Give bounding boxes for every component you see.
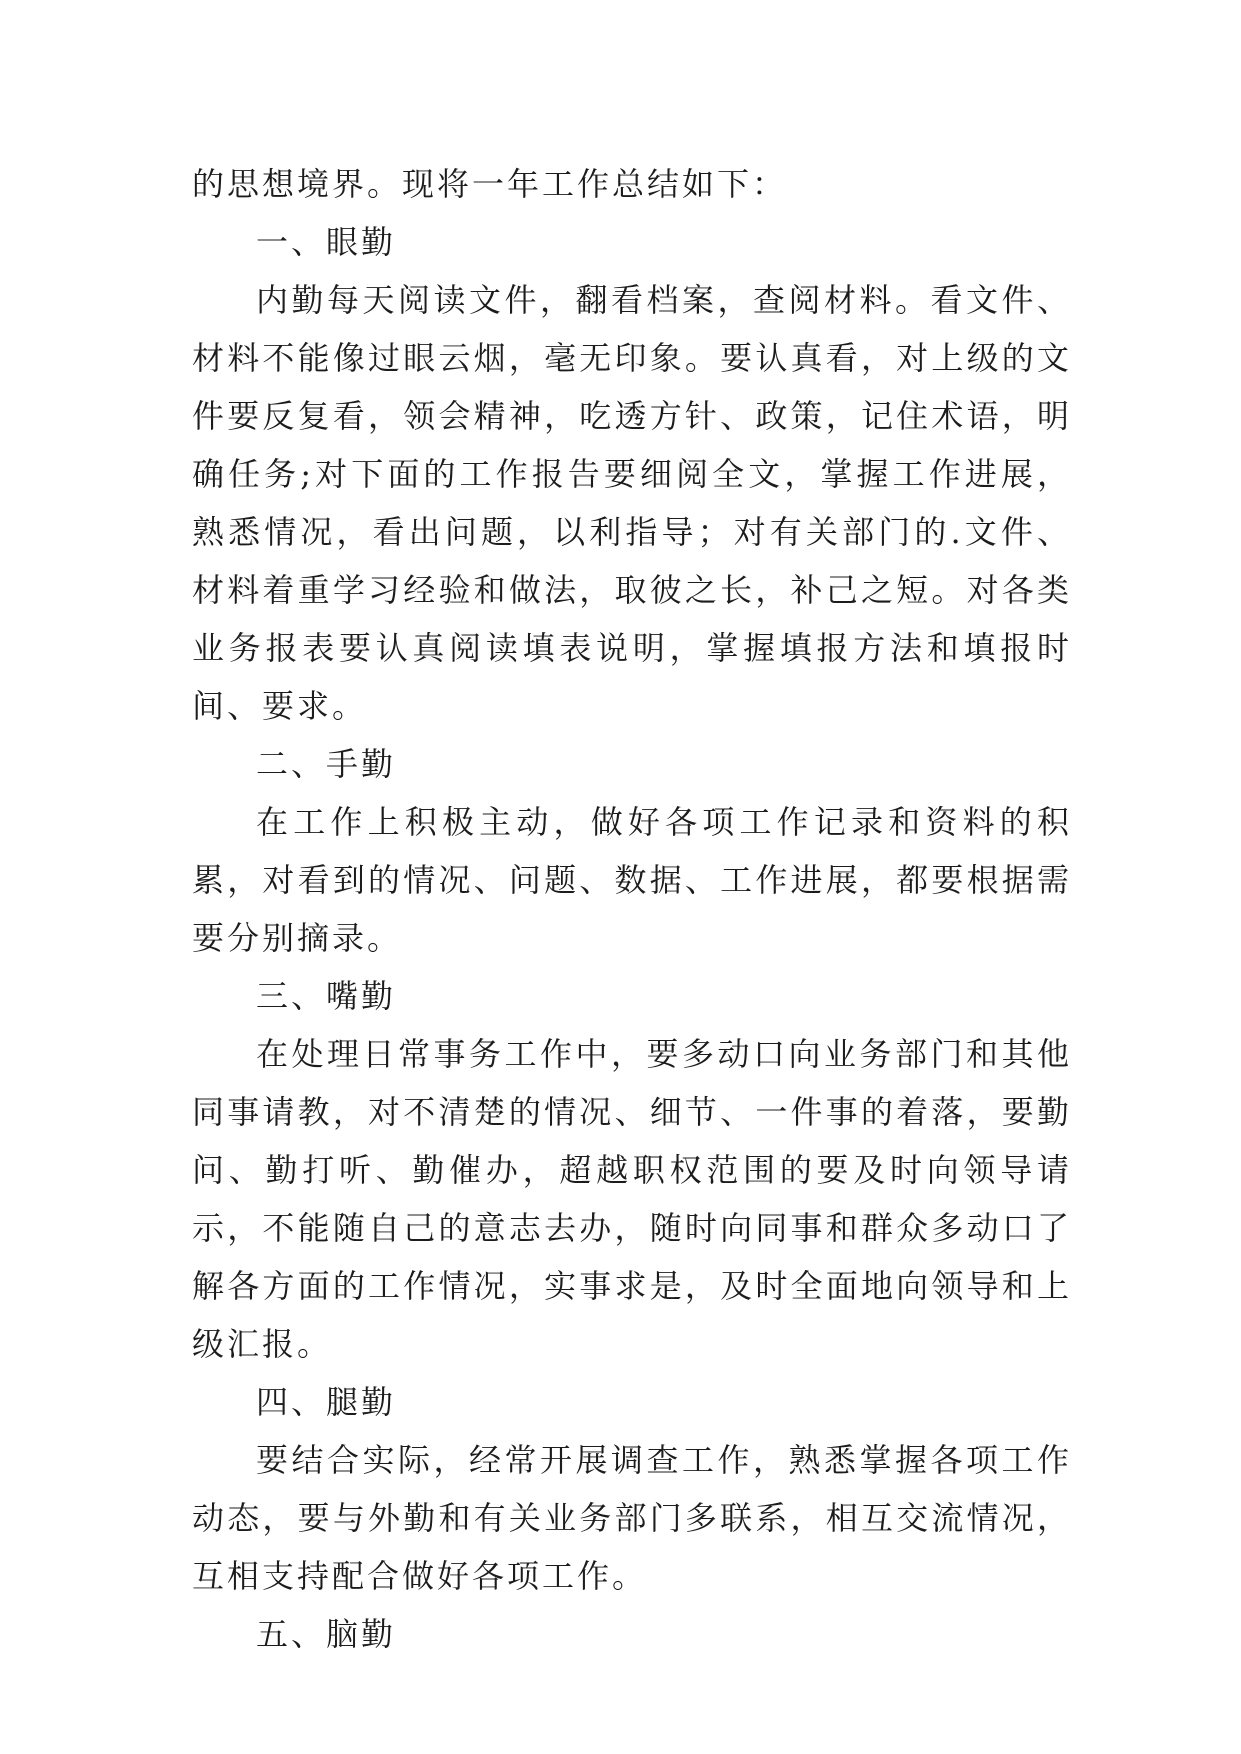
section-heading-eye: 一、眼勤: [256, 223, 397, 261]
paragraph-hand: 在工作上积极主动，做好各项工作记录和资料的积累，对看到的情况、问题、数据、工作进展，都要根据需要分别摘录。: [192, 803, 1072, 957]
section-heading-brain: 五、脑勤: [256, 1615, 397, 1653]
section-heading-leg: 四、腿勤: [256, 1383, 397, 1421]
paragraph-mouth: 在处理日常事务工作中，要多动口向业务部门和其他同事请教，对不清楚的情况、细节、一件事的着落，要勤问、勤打听、勤催办，超越职权范围的要及时向领导请示，不能随自己的意志去办，随时向同事和群众多动口了解各方面的工作情况，实事求是，及时全面地向领导和上级汇报。: [192, 1035, 1072, 1363]
document-body: [192, 155, 1072, 1663]
section-heading-hand: 二、手勤: [256, 745, 397, 783]
paragraph-intro: 的思想境界。现将一年工作总结如下：: [192, 165, 788, 203]
paragraph-eye: 内勤每天阅读文件，翻看档案，查阅材料。看文件、材料不能像过眼云烟，毫无印象。要认真看，对上级的文件要反复看，领会精神，吃透方针、政策，记住术语，明确任务;对下面的工作报告要细阅全文，掌握工作进展，熟悉情况，看出问题，以利指导；对有关部门的.文件、材料着重学习经验和做法，取彼之长，补己之短。对各类业务报表要认真阅读填表说明，掌握填报方法和填报时间、要求。: [192, 281, 1072, 725]
paragraph-leg: 要结合实际，经常开展调查工作，熟悉掌握各项工作动态，要与外勤和有关业务部门多联系，相互交流情况，互相支持配合做好各项工作。: [192, 1441, 1072, 1595]
section-heading-mouth: 三、嘴勤: [256, 977, 397, 1015]
